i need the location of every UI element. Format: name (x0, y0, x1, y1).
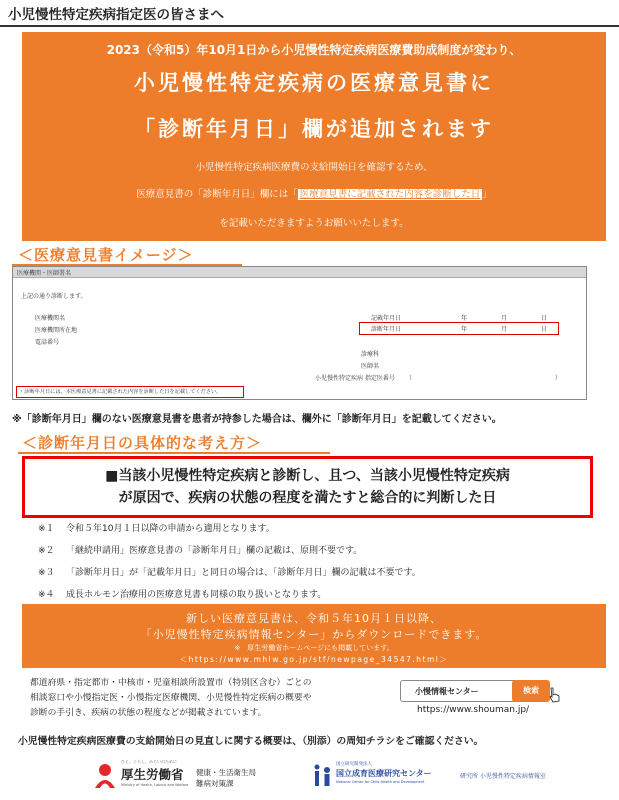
title-rule (0, 25, 619, 27)
announcement-banner (22, 32, 606, 241)
ncchd-logo: 国立研究開発法人 国立成育医療研究センター National Center for Child Health and Development 研究所 小児慢性特定疾病情報室 (312, 761, 612, 793)
footnote-3-mark: ※３ (38, 568, 55, 578)
form-image: 医療機関・医師署名 上記の通り診断します。 医療機関名 医療機関所在地 電話番号 記載年月日 年 月 日 診断年月日 年 月 日 診療科 医師名 小児慢性特定疾病 指定医番号 （ ） ・診断年月日には、本医療意見書に記載された内容を診断した日を記載してください。 (12, 266, 587, 400)
mhlw-name: 厚生労働省 (121, 767, 184, 782)
banner-headline-2: 「診断年月日」欄が追加されます (134, 117, 494, 141)
download-line-2: 「小児慢性特定疾病情報センター」からダウンロードできます。 (140, 628, 488, 641)
download-banner (22, 604, 606, 668)
banner-headline-1: 小児慢性特定疾病の医療意見書に (134, 71, 494, 95)
footnote-3-text: 「診断年月日」が「記載年月日」と同日の場合は、「診断年月日」欄の記載は不要です。 (66, 568, 421, 578)
mhlw-logo: ひと、くらし、みらいのために 厚生労働省 Ministry of Health, Labour and Welfare 健康・生活衛生局 難病対策課 (92, 760, 282, 792)
banner-highlight: 医療意見書に記載された内容を診断した日 (299, 189, 481, 200)
mhlw-dept-1: 健康・生活衛生局 (196, 768, 256, 777)
definition-box (22, 456, 593, 518)
definition-line-1: ■当該小児慢性特定疾病と診断し、且つ、当該小児慢性特定疾病 (105, 468, 510, 484)
definition-line-2: が原因で、疾病の状態の程度を満たすと総合的に判断した日 (118, 490, 497, 506)
mhlw-emblem-icon (92, 762, 118, 790)
form-label-clinic: 医療機関名 (35, 315, 66, 322)
missing-field-note: ※「診断年月日」欄のない医療意見書を患者が持参した場合は、欄外に「診断年月日」を記載してください。 (12, 414, 502, 425)
search-box[interactable] (400, 680, 549, 702)
footnote-1-mark: ※１ (38, 524, 55, 534)
footnote-1-text: 令和５年10月１日以降の申請から適用となります。 (66, 524, 275, 534)
form-footnote: ・診断年月日には、本医療意見書に記載された内容を診断した日を記載してください。 (19, 389, 222, 395)
ncchd-dept: 研究所 小児慢性特定疾病情報室 (460, 773, 546, 780)
definition-rule (18, 452, 330, 454)
download-url[interactable]: ＜https://www.mhlw.go.jp/stf/newpage_34547.html＞ (179, 655, 449, 664)
form-label-diagnosis-date: 診断年月日 (371, 326, 402, 333)
cursor-hand-icon (547, 687, 561, 703)
search-button[interactable]: 検索 (512, 680, 550, 702)
site-url[interactable]: https://www.shouman.jp/ (417, 705, 530, 715)
form-label-doctor-no: 小児慢性特定疾病 指定医番号 (315, 375, 395, 382)
download-line-1: 新しい医療意見書は、令和５年10月１日以降、 (186, 612, 442, 625)
banner-sub-2: 医療意見書の「診断年月日」欄には「 医療意見書に記載された内容を診断した日 」 (136, 189, 492, 200)
form-label-written-date: 記載年月日 (371, 315, 402, 322)
search-query: 小慢情報センター (415, 687, 479, 696)
banner-sub-3: を記載いただきますようお願いいたします。 (219, 218, 409, 229)
image-section-heading: ＜医療意見書イメージ＞ (18, 246, 194, 264)
footnote-4-text: 成長ホルモン治療用の医療意見書も同様の取り扱いとなります。 (66, 590, 327, 600)
form-label-address: 医療機関所在地 (35, 327, 78, 334)
form-label-phone: 電話番号 (35, 339, 60, 346)
bottom-note: 小児慢性特定疾病医療費の支給開始日の見直しに関する概要は、（別添）の周知チラシをご確認ください。 (18, 736, 484, 747)
info-text: 都道府県・指定都市・中核市・児童相談所設置市（特別区含む）ごとの 相談窓口や小慢指定医・小慢指定医療機関、小児慢性特定疾病の概要や 診断の手引き、疾病の状態の程度などが掲載されています。 (30, 678, 312, 718)
ncchd-emblem-icon (312, 763, 334, 789)
banner-sub-1: 小児慢性特定疾病医療費の支給開始日を確認するため、 (195, 162, 433, 173)
mhlw-dept-2: 難病対策課 (196, 779, 234, 788)
page-title: 小児慢性特定疾病指定医の皆さまへ (8, 7, 224, 23)
form-label-doctor: 医師名 (361, 363, 380, 370)
footnote-2-mark: ※２ (38, 546, 55, 556)
footnote-2-text: 「継続申請用」医療意見書の「診断年月日」欄の記載は、原則不要です。 (66, 546, 363, 556)
download-line-3: ※ 厚生労働省ホームページにも掲載しています。 (234, 644, 394, 652)
footnote-4-mark: ※４ (38, 590, 55, 600)
ncchd-name: 国立成育医療研究センター (336, 769, 432, 778)
form-intro: 上記の通り診断します。 (21, 293, 87, 300)
form-header-bar: 医療機関・医師署名 (13, 267, 586, 278)
banner-intro: 2023（令和5）年10月1日から小児慢性特定疾病医療費助成制度が変わり、 (106, 43, 522, 57)
form-label-department: 診療科 (361, 351, 380, 358)
definition-heading: ＜診断年月日の具体的な考え方＞ (22, 434, 263, 452)
